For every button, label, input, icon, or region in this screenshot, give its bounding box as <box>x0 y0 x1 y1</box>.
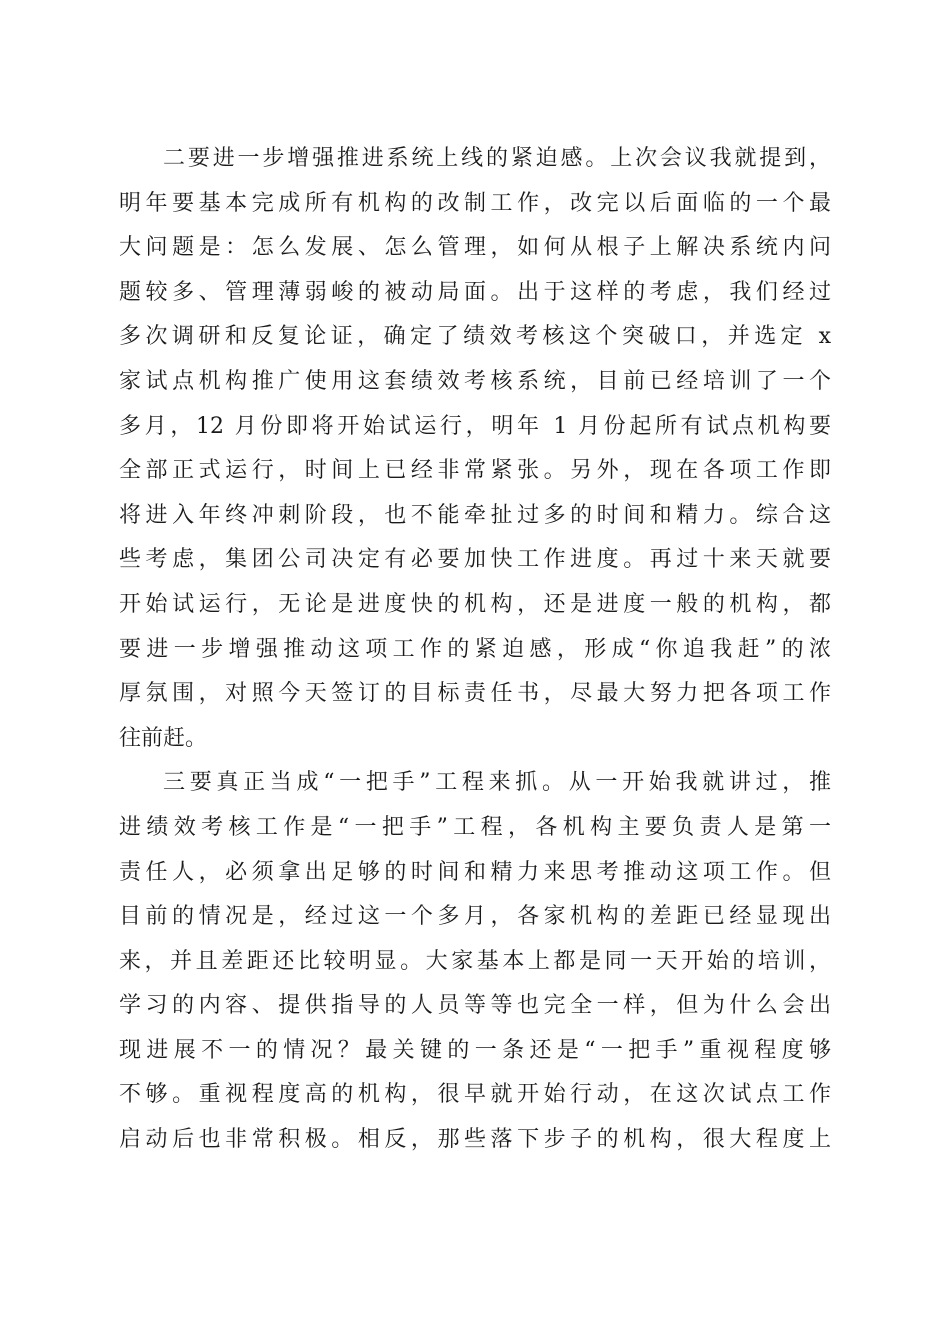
text-line: 些考虑，集团公司决定有必要加快工作进度。再过十来天就要 <box>119 547 831 573</box>
text-line: 要进一步增强推动这项工作的紧迫感，形成“你追我赶”的浓 <box>119 636 831 662</box>
text-line: 启动后也非常积极。相反，那些落下步子的机构，很大程度上 <box>119 1127 831 1153</box>
text-line: 厚氛围，对照今天签订的目标责任书，尽最大努力把各项工作 <box>119 681 831 707</box>
text-line: 题较多、管理薄弱峻的被动局面。出于这样的考虑，我们经过 <box>119 279 831 305</box>
text-line: 责任人，必须拿出足够的时间和精力来思考推动这项工作。但 <box>119 859 831 885</box>
text-line: 多月，12 月份即将开始试运行，明年 1 月份起所有试点机构要 <box>119 413 831 439</box>
text-line: 多次调研和反复论证，确定了绩效考核这个突破口，并选定 x <box>119 324 831 350</box>
text-line: 大问题是：怎么发展、怎么管理，如何从根子上解决系统内问 <box>119 235 831 261</box>
body-text <box>119 137 831 1163</box>
text-line: 进绩效考核工作是“一把手”工程，各机构主要负责人是第一 <box>119 814 831 840</box>
text-line: 二要进一步增强推进系统上线的紧迫感。上次会议我就提到， <box>163 146 831 171</box>
text-line: 目前的情况是，经过这一个多月，各家机构的差距已经显现出 <box>119 904 831 930</box>
text-line: 来，并且差距还比较明显。大家基本上都是同一天开始的培训， <box>119 948 831 974</box>
text-line: 明年要基本完成所有机构的改制工作，改完以后面临的一个最 <box>119 190 831 216</box>
text-line: 往前赶。 <box>119 725 208 751</box>
paragraph-2 <box>119 137 831 761</box>
text-line: 三要真正当成“一把手”工程来抓。从一开始我就讲过，推 <box>163 770 831 796</box>
text-line: 全部正式运行，时间上已经非常紧张。另外，现在各项工作即 <box>119 458 831 484</box>
text-line: 将进入年终冲刺阶段，也不能牵扯过多的时间和精力。综合这 <box>119 502 831 528</box>
text-line: 学习的内容、提供指导的人员等等也完全一样，但为什么会出 <box>119 993 831 1019</box>
text-line: 家试点机构推广使用这套绩效考核系统，目前已经培训了一个 <box>119 368 831 394</box>
text-line: 开始试运行，无论是进度快的机构，还是进度一般的机构，都 <box>119 591 831 617</box>
paragraph-3 <box>119 761 831 1162</box>
text-line: 现进展不一的情况？最关键的一条还是“一把手”重视程度够 <box>119 1037 831 1063</box>
text-line: 不够。重视程度高的机构，很早就开始行动，在这次试点工作 <box>119 1082 831 1108</box>
